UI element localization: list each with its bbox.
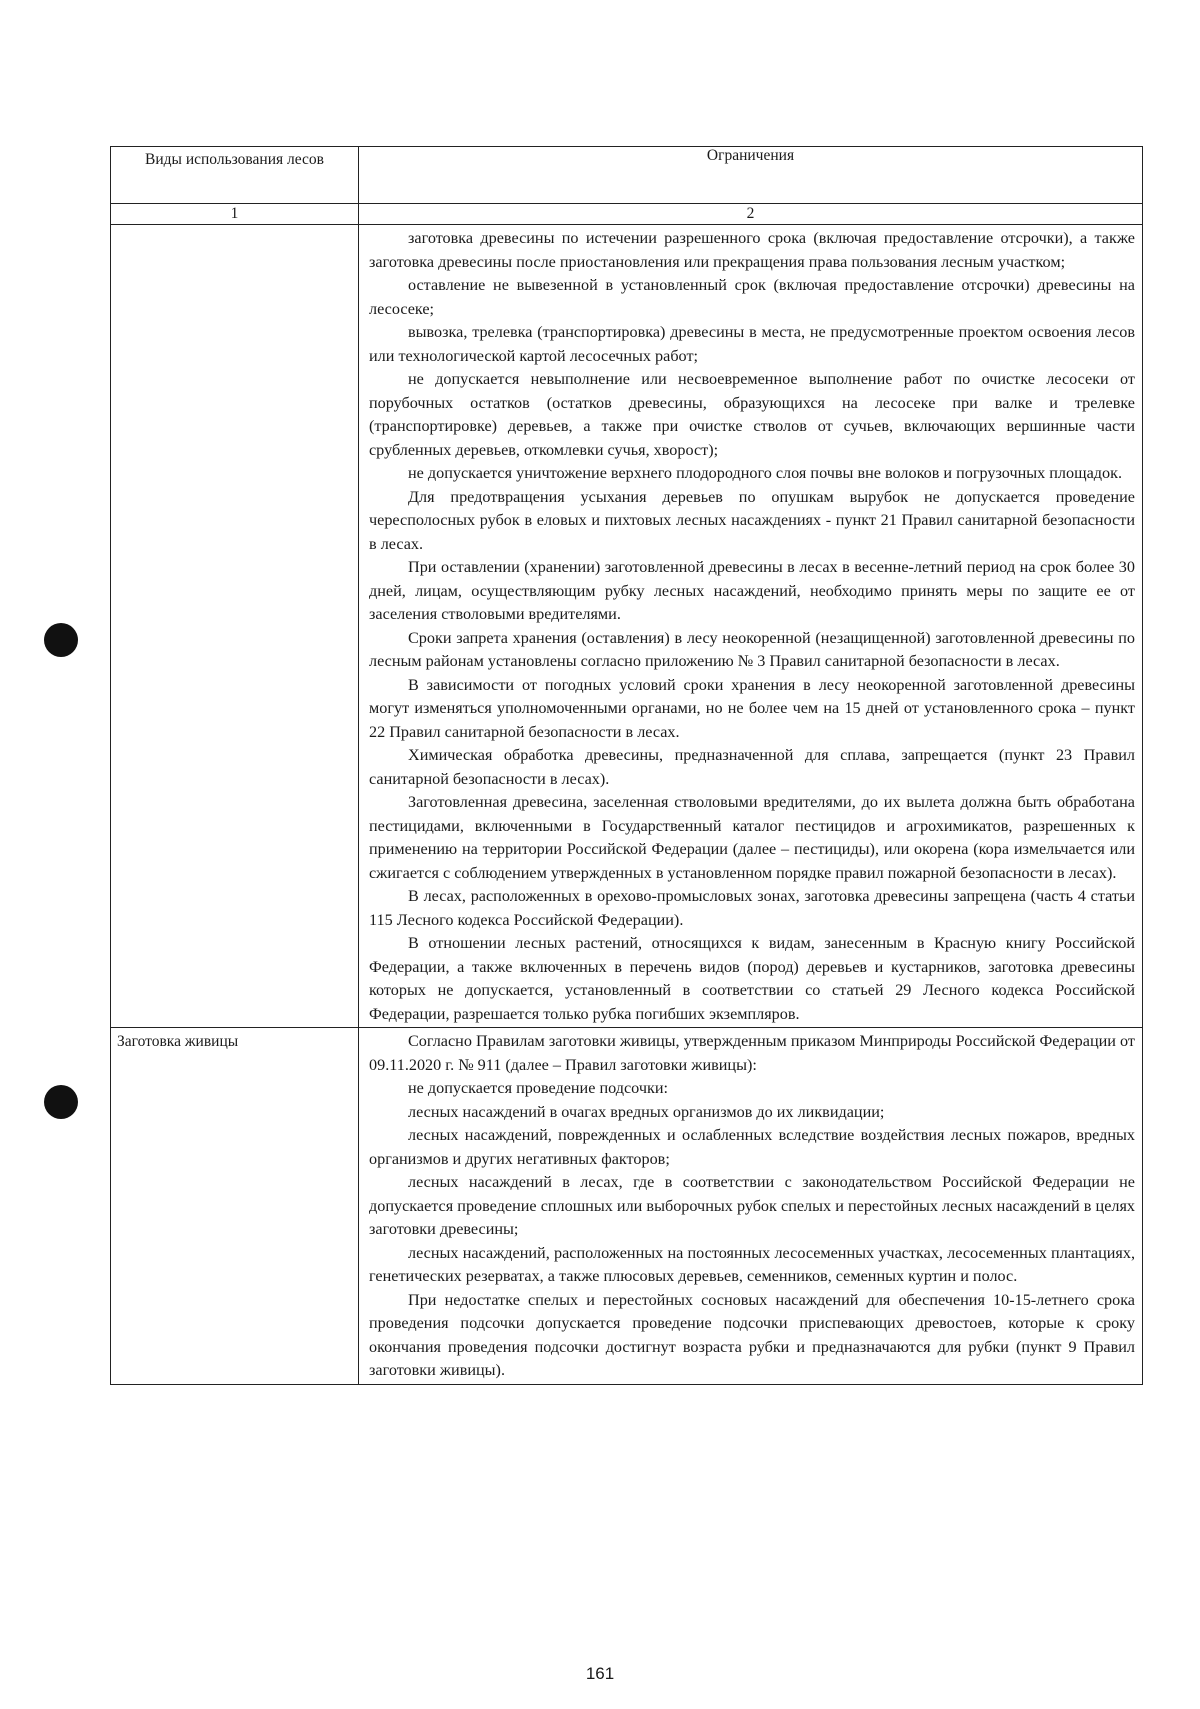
binder-hole-bottom	[44, 1085, 78, 1119]
restrictions-cell	[359, 225, 1143, 1028]
restrictions-cell	[359, 1028, 1143, 1385]
restriction-paragraph: лесных насаждений, расположенных на постоянных лесосеменных участках, лесосеменных плантациях, генетических резерватах, а также плюсовых деревьев, семенников, семенных куртин и полос.	[369, 1243, 1135, 1285]
restriction-paragraph: В зависимости от погодных условий сроки хранения в лесу неокоренной заготовленной древесины могут изменяться уполномоченными органами, но не более чем на 15 дней от установленного срока – пункт 22 Правил санитарной безопасности в лесах.	[369, 675, 1135, 741]
restriction-paragraph: Заготовленная древесина, заселенная стволовыми вредителями, до их вылета должна быть обработана пестицидами, включенными в Государственный каталог пестицидов и агрохимикатов, разрешенных к применению на территории Российской Федерации (далее – пестициды), или окорена (кора измельчается или сжигается с соблюдением утвержденных в установленном порядке правил пожарной безопасности в лесах).	[369, 793, 1135, 882]
restriction-paragraph: не допускается проведение подсочки:	[408, 1079, 669, 1097]
restriction-paragraph: Химическая обработка древесины, предназначенной для сплава, запрещается (пункт 23 Правил санитарной безопасности в лесах).	[369, 746, 1135, 788]
restriction-paragraph: лесных насаждений, поврежденных и ослабленных вследствие воздействия лесных пожаров, вредных организмов и других негативных факторов;	[369, 1126, 1135, 1168]
header-forest-use-types: Виды использования лесов	[111, 147, 359, 204]
column-number-row	[111, 204, 1143, 225]
restriction-paragraph: В отношении лесных растений, относящихся к видам, занесенным в Красную книгу Российской Федерации, а также включенных в перечень видов (пород) деревьев и кустарников, заготовка древесины которых не допускается, установленный в соответствии со статьей 29 Лесного кодекса Российской Федерации, разрешается только рубка погибших экземпляров.	[369, 934, 1135, 1023]
table-header-row	[111, 147, 1143, 204]
table-row	[111, 1028, 1143, 1385]
restriction-paragraph: лесных насаждений в очагах вредных организмов до их ликвидации;	[408, 1102, 885, 1121]
binder-hole-top	[44, 623, 78, 657]
header-restrictions: Ограничения	[359, 147, 1143, 204]
restriction-paragraph: Согласно Правилам заготовки живицы, утвержденным приказом Минприроды Российской Федерации от 09.11.2020 г. № 911 (далее – Правил заготовки живицы):	[369, 1032, 1135, 1074]
restriction-paragraph: лесных насаждений в лесах, где в соответствии с законодательством Российской Федерации не допускается проведение сплошных или выборочных рубок спелых и перестойных лесных насаждений в целях заготовки древесины;	[369, 1173, 1135, 1238]
restriction-paragraph: не допускается уничтожение верхнего плодородного слоя почвы вне волоков и погрузочных площадок.	[408, 464, 1122, 482]
column-number-2: 2	[359, 204, 1143, 225]
restriction-paragraph: вывозка, трелевка (транспортировка) древесины в места, не предусмотренные проектом освоения лесов или технологической картой лесосечных работ;	[369, 323, 1135, 365]
table-row	[111, 225, 1143, 1028]
restriction-paragraph: При оставлении (хранении) заготовленной древесины в лесах в весенне-летний период на срок более 30 дней, лицам, осуществляющим рубку лесных насаждений, необходимо принять меры по защите ее от заселения стволовыми вредителями.	[369, 558, 1135, 623]
restriction-paragraph: Сроки запрета хранения (оставления) в лесу неокоренной (незащищенной) заготовленной древесины по лесным районам установлены согласно приложению № 3 Правил санитарной безопасности в лесах.	[369, 628, 1135, 670]
restriction-paragraph: Для предотвращения усыхания деревьев по опушкам вырубок не допускается проведение чересполосных рубок в еловых и пихтовых лесных насаждениях - пункт 21 Правил санитарной безопасности в лесах.	[369, 487, 1135, 553]
column-number-1: 1	[111, 204, 359, 225]
restriction-paragraph: В лесах, расположенных в орехово-промысловых зонах, заготовка древесины запрещена (часть 4 статьи 115 Лесного кодекса Российской Федерации).	[369, 887, 1135, 929]
restriction-paragraph: оставление не вывезенной в установленный срок (включая предоставление отсрочки) древесины на лесосеке;	[369, 276, 1135, 318]
forest-use-type-cell: Заготовка живицы	[111, 1028, 359, 1385]
restriction-paragraph: заготовка древесины по истечении разрешенного срока (включая предоставление отсрочки), а также заготовка древесины после приостановления или прекращения права пользования лесным участком;	[369, 229, 1135, 271]
restriction-paragraph: не допускается невыполнение или несвоевременное выполнение работ по очистке лесосеки от порубочных остатков (остатков древесины, образующихся на лесосеке при валке и трелевке (транспортировке) деревьев, а также при очистке стволов от сучьев, включающих вершинные части срубленных деревьев, откомлевки сучья, хворост);	[369, 370, 1135, 459]
forest-use-type-cell	[111, 225, 359, 1028]
page-number: 161	[585, 1664, 615, 1683]
restriction-paragraph: При недостатке спелых и перестойных сосновых насаждений для обеспечения 10-15-летнего срока проведения подсочки допускается проведение подсочки приспевающих древостоев, которые к сроку окончания проведения подсочки достигнут возраста рубки и предназначаются для рубки (пункт 9 Правил заготовки живицы).	[369, 1290, 1135, 1379]
restrictions-table	[110, 146, 1143, 1385]
